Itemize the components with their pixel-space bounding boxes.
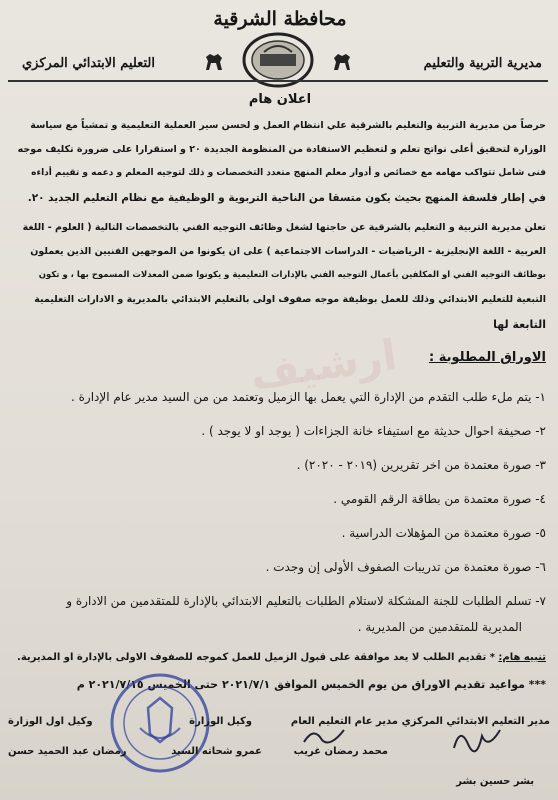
signature-name: عمرو شحاته السيد bbox=[171, 746, 262, 757]
requirement-item: ١- يتم ملء طلب التقدم من الإدارة التي يعمل بها الزميل وتعتمد من من السيد مدير عام الإدارة . bbox=[70, 390, 546, 404]
signature-name: بشر حسين بشر bbox=[456, 776, 534, 787]
horse-icon bbox=[200, 48, 226, 74]
intro-line: الوزارة لتحقيق أعلى نواتج تعلم و لتعظيم الاستفادة من المنظومة الجديدة ٢٠ و استقرارا على ضرورة تكليف موجه bbox=[17, 144, 546, 155]
need-line: العربية - اللغة الإنجليزية - الرياضيات - الدراسات الاجتماعية ) على ان يكونوا من الموجهين الفنيين الذين يعملون bbox=[30, 246, 546, 257]
signature-name: محمد رمضان غريب bbox=[293, 746, 388, 757]
requirement-item: ٦- صورة معتمدة من تدريبات الصفوف الأولى إن وجدت . bbox=[265, 560, 546, 574]
need-line: التابعة لها bbox=[493, 318, 546, 331]
requirement-item: ٤- صورة معتمدة من بطاقة الرقم القومي . bbox=[333, 492, 546, 506]
intro-line: في إطار فلسفة المنهج بحيث يكون متسقا من الناحية التربوية و الوظيفية مع نظام التعليم الجديد ٢٠. bbox=[27, 192, 546, 204]
requirement-item: المديرية للمتقدمين من المديرية . bbox=[357, 620, 522, 634]
governorate-title: محافظة الشرقية bbox=[213, 8, 347, 30]
important-note bbox=[17, 652, 546, 663]
need-line: بوظائف التوجيه الفني او المكلفين بأعمال التوجيه الفني بالإدارات التعليمية و يكونوا ضمن المعدلات المسموح بها ، و تكون bbox=[38, 270, 546, 280]
sector-name: التعليم الابتدائي المركزي bbox=[22, 56, 155, 71]
directorate-name: مديرية التربية والتعليم bbox=[423, 56, 542, 71]
need-line: التبعية للتعليم الابتدائي وذلك للعمل بوظيفة موجه صفوف اولى بالتعليم الابتدائي بالمديرية و الادارات التعليمية bbox=[34, 294, 546, 305]
requirement-item: ٢- صحيفة احوال حديثة مع استيفاء خانة الجزاءات ( يوجد او لا يوجد ) . bbox=[201, 424, 546, 438]
signature-name: رمضان عبد الحميد حسن bbox=[8, 746, 127, 757]
intro-line: حرصاً من مديرية التربية والتعليم بالشرقية علي انتظام العمل و لحسن سير العملية التعليمية و تمشياً مع سياسة bbox=[30, 120, 546, 131]
signature-title: وكيل اول الوزارة bbox=[8, 716, 93, 727]
signature-title: مدير التعليم الابتدائي المركزي bbox=[401, 716, 550, 727]
requirements-title: الاوراق المطلوبة : bbox=[429, 350, 546, 365]
note-label: تنبيه هام: bbox=[498, 652, 546, 663]
requirement-item: ٥- صورة معتمدة من المؤهلات الدراسية . bbox=[341, 526, 546, 540]
signature-title: وكيل الوزارة bbox=[189, 716, 252, 727]
submission-dates: *** مواعيد تقديم الاوراق من يوم الخميس الموافق ٢٠٢١/٧/١ حتى الخميس ٢٠٢١/٧/١٥ م bbox=[76, 678, 546, 691]
horse-icon bbox=[330, 48, 356, 74]
requirement-item: ٣- صورة معتمدة من اخر تقريرين (٢٠١٩ - ٢٠٢٠) . bbox=[296, 458, 546, 472]
requirement-item: ٧- تسلم الطلبات للجنة المشكلة لاستلام الطلبات بالتعليم الابتدائي بالإدارة للمتقدمين من الادارة و bbox=[66, 594, 546, 608]
intro-line: فنى شامل تتواكب مهامه مع خصائص و أدوار معلم المنهج متعدد التخصصات و ذلك لتوجيه المعلم و دعمه و تقييم أداءه bbox=[31, 168, 546, 178]
signature-title: مدير عام التعليم العام bbox=[290, 716, 398, 727]
note-text: * تقديم الطلب لا يعد موافقة على قبول الزميل للعمل كموجه للصفوف الاولى بالإدارة او المديرية. bbox=[17, 652, 495, 663]
need-line: تعلن مديرية التربية و التعليم بالشرقية عن حاجتها لشغل وظائف التوجيه الفني بالتخصصات التالية ( العلوم - اللغة bbox=[22, 222, 546, 233]
header-divider bbox=[8, 80, 548, 82]
announcement-heading: اعلان هام bbox=[248, 92, 312, 107]
watermark: ارشيف bbox=[247, 330, 400, 399]
